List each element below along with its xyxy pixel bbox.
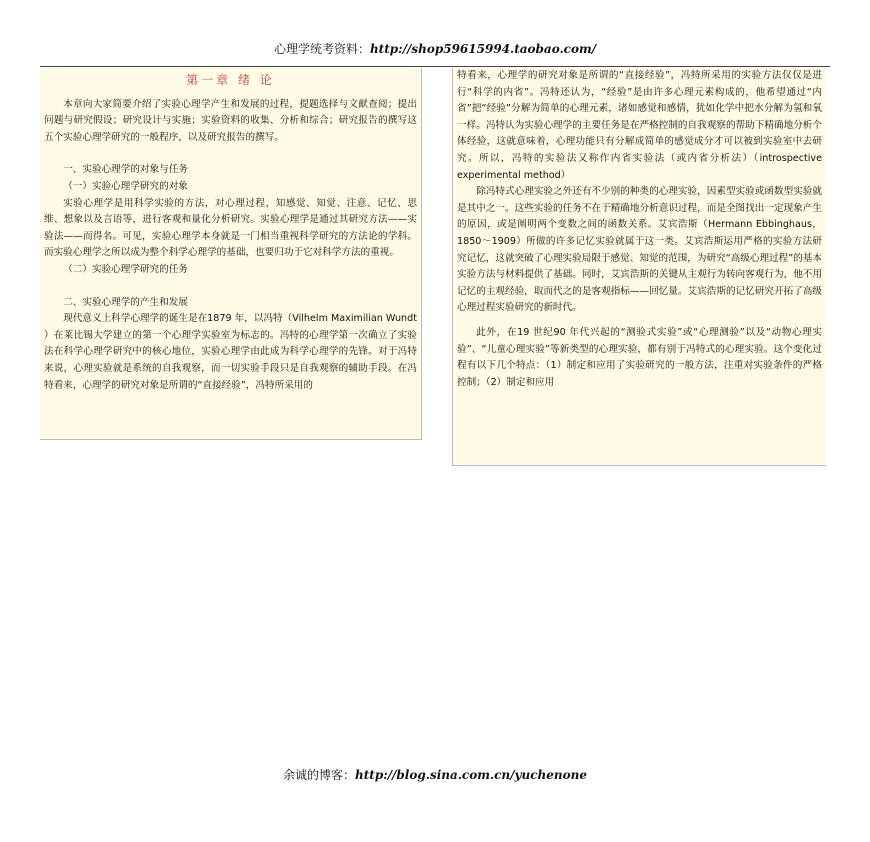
right-column (452, 68, 826, 466)
left-column (40, 68, 422, 440)
right-para-3: 此外，在19 世纪90 年代兴起的“测验式实验”或“心理测验”以及“动物心理实验”、“儿童心理实验”等新类型的心理实验，都有别于冯特式的心理实验。这个变化过程有以下几个特点：（1）制定和应用了实验研究的一般方法，注重对实验条件的严格控制；（2）制定和应用 (457, 326, 822, 388)
sub2-title: （二）实验心理学研究的任务 (63, 263, 188, 275)
page-footer (0, 766, 870, 783)
section1-title: 一、实验心理学的对象与任务 (63, 164, 188, 176)
header-shop-link[interactable]: http://shop59615994.taobao.com/ (369, 42, 597, 56)
page-header (0, 40, 870, 57)
header-rule (40, 66, 830, 67)
footer-blog-link[interactable]: http://blog.sina.com.cn/yuchenone (355, 768, 587, 782)
footer-label: 余诚的博客： (283, 768, 356, 782)
right-para-2: 除冯特式心理实验之外还有不少别的种类的心理实验，因素型实验或函数型实验就是其中之一。这些实验的任务不在于精确地分析意识过程，而是全图找出一定现象产生的原因，或是阐明两个变数之间的函数关系。艾宾浩斯（Hermann Ebbinghaus，1850～1909）所做的许多记忆实验就属于这一类。艾宾浩斯运用严格的实验方法研究记忆，这就突破了心理实验局限于感觉、知觉的范围，为研究“高级心理过程”的基本实验方法与材料提供了基础。同时，艾宾浩斯的关键从主观行为转向客观行为，他不用记忆的主观经验，取而代之的是客观指标——回忆量。艾宾浩斯的记忆研究开拓了高级心理过程实验研究的新时代。 (457, 186, 822, 314)
header-label: 心理学统考资料： (273, 42, 370, 56)
chapter-title: 第一章 绪 论 (186, 73, 275, 87)
sub1-text: 实验心理学是用科学实验的方法，对心理过程，知感觉、知觉、注意、记忆、思维、想象以及言语等，进行客观和量化分析研究。实验心理学是通过其研究方法——实验法——而得名。可见，实验心理学本身就是一门相当重视科学研究的方法论的学科。而实验心理学之所以成为整个科学心理学的基础，也要归功于它对科学方法的重视。 (44, 197, 417, 259)
section2-text: 现代意义上科学心理学的诞生是在1879 年，以冯特（Vilhelm Maximilian Wundt ）在莱比锡大学建立的第一个心理学实验室为标志的。冯特的心理学第一次确立了实验法在科学心理学研究中的核心地位，实验心理学由此成为科学心理学的先锋。对于冯特来说，心理实验就是系统的自我观察，而一切实验手段只是自我观察的辅助手段。在冯特看来，心理学的研究对象是所谓的“直接经验”，冯特所采用的 (44, 313, 417, 391)
chapter-intro: 本章向大家简要介绍了实验心理学产生和发展的过程，提题选择与文献查阅；提出问题与研究假设；研究设计与实施；实验资料的收集、分析和综合；研究报告的撰写这五个实验心理学研究的一般程序，以及研究报告的撰写。 (44, 98, 417, 143)
section2-title: 二、实验心理学的产生和发展 (63, 296, 188, 308)
right-para-1: 特看来，心理学的研究对象是所谓的“直接经验”，冯特所采用的实验方法仅仅是进行“科学的内省”。冯特还认为，“经验”是由许多心理元素构成的，他希望通过“内省”把“经验”分解为简单的心理元素，诸如感觉和感情，犹如化学中把水分解为氢和氧一样。冯特认为实验心理学的主要任务是在严格控制的自我观察的帮助下精确地分析个体经验，这就意味着，心理功能只有分解成简单的感觉成分才可以被到实验室中去研究。所以，冯特的实验法又称作内省实验法（或内省分析法）（introspective experimental method） (457, 70, 822, 181)
sub1-title: （一）实验心理学研究的对象 (63, 180, 188, 192)
